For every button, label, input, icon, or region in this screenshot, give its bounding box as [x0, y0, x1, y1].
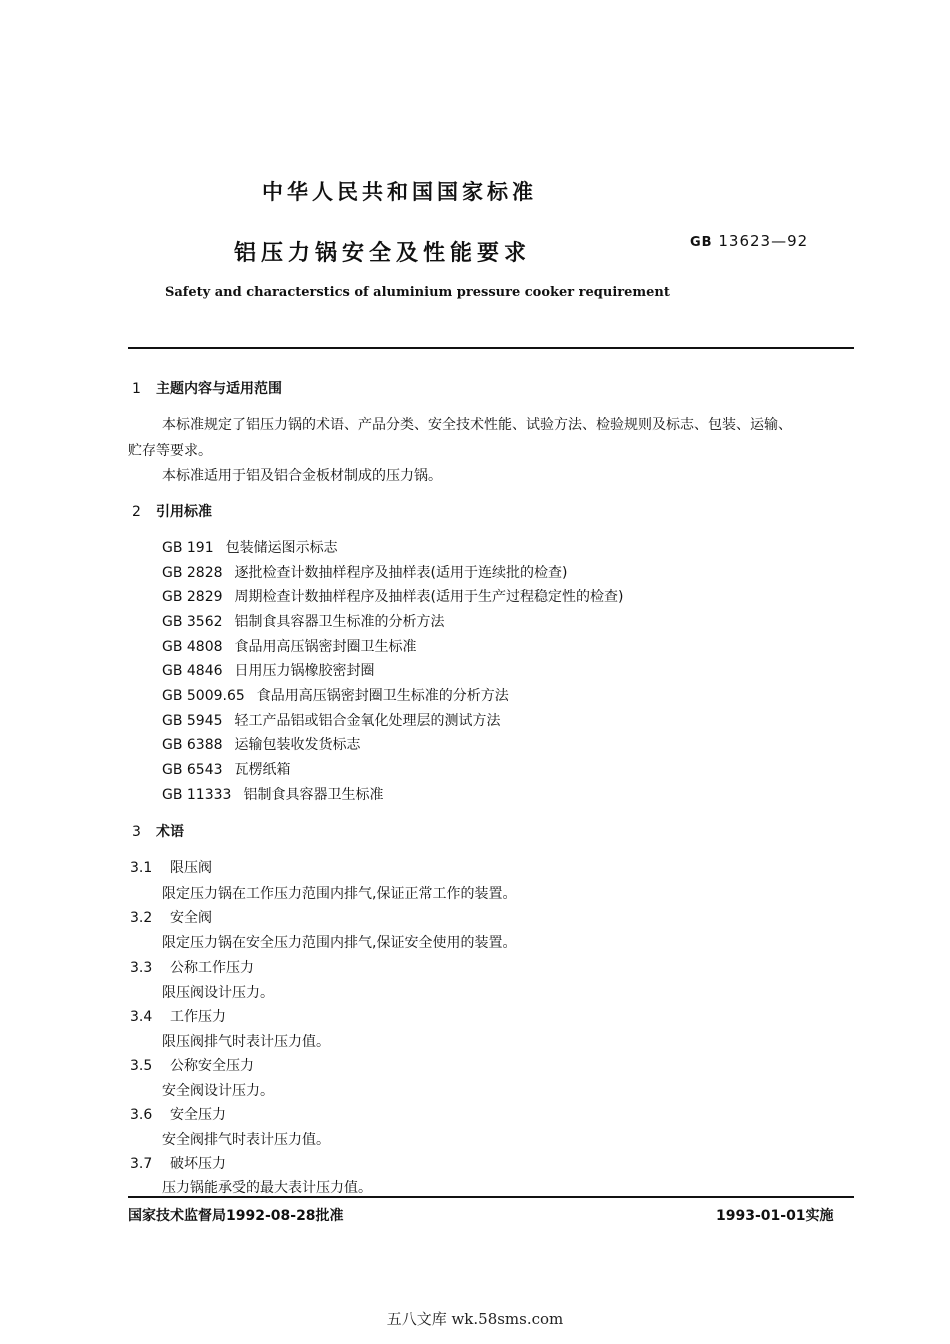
site-watermark: 五八文库 wk.58sms.com [386, 1310, 564, 1328]
term-definition: 限压阀设计压力。 [162, 985, 274, 1001]
reference-title: 运输包装收发货标志 [234, 737, 361, 753]
header-divider [128, 347, 854, 349]
reference-code: GB 6543 [162, 762, 223, 778]
reference-code: GB 4846 [162, 663, 223, 679]
reference-item [162, 759, 291, 779]
term-definition: 安全阀排气时表计压力值。 [162, 1132, 330, 1148]
section-number: 1 [132, 381, 141, 397]
english-title: Safety and characterstics of aluminium pressure cooker requirement [165, 285, 670, 300]
reference-title: 包装储运图示标志 [225, 540, 338, 556]
term-number: 3.2 [130, 910, 153, 926]
term-name: 限压阀 [170, 860, 212, 876]
reference-code: GB 2829 [162, 589, 223, 605]
term-definition: 限压阀排气时表计压力值。 [162, 1034, 330, 1050]
reference-title: 轻工产品铝或铝合金氧化处理层的测试方法 [234, 713, 501, 729]
reference-code: GB 191 [162, 540, 214, 556]
reference-title: 铝制食具容器卫生标准 [243, 787, 384, 803]
reference-item [162, 784, 383, 804]
standard-code-prefix: GB [690, 235, 713, 250]
term-number: 3.3 [130, 960, 153, 976]
reference-item [162, 734, 361, 754]
reference-code: GB 11333 [162, 787, 232, 803]
reference-item [162, 537, 338, 557]
reference-item [162, 710, 501, 730]
approval-date: 国家技术监督局1992-08-28批准 [128, 1208, 344, 1224]
term-name: 工作压力 [170, 1009, 226, 1025]
reference-code: GB 6388 [162, 737, 223, 753]
reference-code: GB 3562 [162, 614, 223, 630]
term-definition: 压力锅能承受的最大表计压力值。 [162, 1180, 372, 1196]
term-heading [130, 1055, 254, 1075]
reference-title: 铝制食具容器卫生标准的分析方法 [234, 614, 445, 630]
section-number: 2 [132, 504, 141, 520]
section-1-paragraph-1-cont: 贮存等要求。 [128, 443, 212, 459]
reference-item [162, 611, 445, 631]
reference-item [162, 636, 417, 656]
reference-item [162, 685, 509, 705]
term-number: 3.5 [130, 1058, 153, 1074]
section-3-heading [132, 821, 184, 841]
term-name: 公称工作压力 [170, 960, 254, 976]
term-heading [130, 1006, 226, 1026]
section-title: 主题内容与适用范围 [156, 381, 282, 397]
reference-code: GB 4808 [162, 639, 223, 655]
term-name: 破坏压力 [170, 1156, 226, 1172]
term-heading [130, 1104, 226, 1124]
section-1-heading [132, 378, 282, 398]
term-heading [130, 907, 212, 927]
reference-code: GB 5009.65 [162, 688, 245, 704]
term-heading [130, 857, 212, 877]
section-1-paragraph-1: 本标准规定了铝压力锅的术语、产品分类、安全技术性能、试验方法、检验规则及标志、包装、运输、 [162, 417, 792, 433]
section-2-heading [132, 501, 212, 521]
reference-title: 瓦楞纸箱 [234, 762, 291, 778]
standard-code-number: 13623—92 [718, 232, 809, 250]
footer-divider [128, 1196, 854, 1198]
term-name: 安全压力 [170, 1107, 226, 1123]
reference-title: 日用压力锅橡胶密封圈 [234, 663, 375, 679]
term-definition: 限定压力锅在安全压力范围内排气,保证安全使用的装置。 [162, 935, 517, 951]
section-title: 引用标准 [156, 504, 212, 520]
term-heading [130, 957, 254, 977]
standard-code [690, 232, 808, 250]
term-definition: 限定压力锅在工作压力范围内排气,保证正常工作的装置。 [162, 886, 517, 902]
reference-code: GB 2828 [162, 565, 223, 581]
reference-item [162, 660, 375, 680]
term-number: 3.4 [130, 1009, 153, 1025]
reference-item [162, 586, 623, 606]
reference-item [162, 562, 567, 582]
reference-title: 逐批检查计数抽样程序及抽样表(适用于连续批的检查) [234, 565, 568, 581]
standard-title: 铝压力锅安全及性能要求 [234, 241, 532, 266]
term-number: 3.7 [130, 1156, 153, 1172]
term-definition: 安全阀设计压力。 [162, 1083, 274, 1099]
section-number: 3 [132, 824, 141, 840]
reference-title: 周期检查计数抽样程序及抽样表(适用于生产过程稳定性的检查) [234, 589, 624, 605]
term-name: 公称安全压力 [170, 1058, 254, 1074]
reference-title: 食品用高压锅密封圈卫生标准 [234, 639, 417, 655]
term-name: 安全阀 [170, 910, 212, 926]
section-title: 术语 [156, 824, 184, 840]
reference-code: GB 5945 [162, 713, 223, 729]
effective-date: 1993-01-01实施 [716, 1208, 834, 1224]
reference-title: 食品用高压锅密封圈卫生标准的分析方法 [256, 688, 509, 704]
standard-org-title: 中华人民共和国国家标准 [262, 180, 537, 204]
term-heading [130, 1153, 226, 1173]
term-number: 3.6 [130, 1107, 153, 1123]
section-1-paragraph-2: 本标准适用于铝及铝合金板材制成的压力锅。 [162, 468, 442, 484]
term-number: 3.1 [130, 860, 153, 876]
